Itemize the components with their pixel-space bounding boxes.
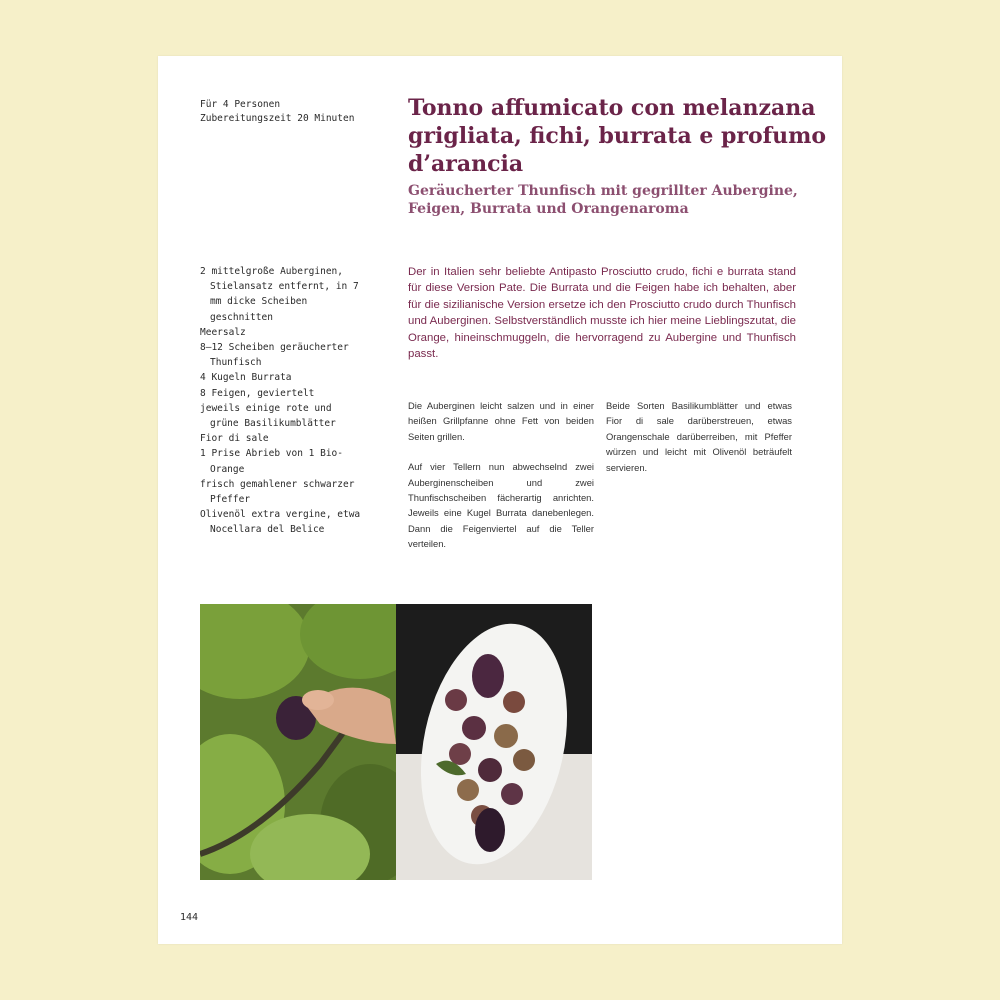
- recipe-subtitle: Geräucherter Thunfisch mit gegrillter Aubergine, Feigen, Burrata und Orangenaroma: [408, 183, 798, 217]
- method-step: Auf vier Tellern nun abwechselnd zwei Auberginenscheiben und zwei Thunfischscheiben fächerartig anrichten. Jeweils eine Kugel Burrata danebenlegen. Dann die Feigenviertel auf die Teller verteilen.: [408, 461, 594, 550]
- ingredient-item: jeweils einige rote und grüne Basilikumblätter: [200, 402, 336, 430]
- ingredient-item: 8 Feigen, geviertelt: [200, 387, 315, 399]
- method-column-left: [408, 398, 594, 567]
- prep-time: Zubereitungszeit 20 Minuten: [200, 113, 355, 124]
- page-number: 144: [180, 912, 199, 923]
- method-step: Die Auberginen leicht salzen und in einer heißen Grillpfanne ohne Fett von beiden Seiten grillen.: [408, 400, 594, 442]
- recipe-title: Tonno affumicato con melanzana grigliata, fichi, burrata e profumo d’arancia: [408, 95, 827, 177]
- book-page: [158, 56, 842, 944]
- fig-tree-photo: [200, 604, 396, 880]
- ingredient-item: 2 mittelgroße Auberginen, Stielansatz entfernt, in 7 mm dicke Scheiben geschnitten: [200, 266, 359, 323]
- ingredient-item: 4 Kugeln Burrata: [200, 372, 292, 384]
- ingredient-item: Olivenöl extra vergine, etwa Nocellara del Belice: [200, 509, 361, 536]
- servings: Für 4 Personen: [200, 99, 281, 110]
- ingredient-item: frisch gemahlener schwarzer Pfeffer: [200, 478, 355, 506]
- ingredient-item: 1 Prise Abrieb von 1 Bio-Orange: [200, 448, 343, 475]
- recipe-meta: [200, 98, 354, 126]
- ingredient-item: Meersalz: [200, 326, 246, 338]
- ingredient-list: [200, 264, 365, 538]
- method-step: Beide Sorten Basilikumblätter und etwas Fior di sale darüberstreuen, etwas Orangenschale darüberreiben, mit Pfeffer würzen und leicht mit Olivenöl beträufelt servieren.: [606, 400, 792, 473]
- ingredient-item: 8–12 Scheiben geräucherter Thunfisch: [200, 342, 349, 369]
- photo-strip: [200, 604, 592, 880]
- figs-on-plate-photo: [396, 604, 592, 880]
- method-column-right: [606, 398, 792, 490]
- ingredient-item: Fior di sale: [200, 433, 269, 445]
- intro-paragraph: Der in Italien sehr beliebte Antipasto Prosciutto crudo, fichi e burrata stand für diese Version Pate. Die Burrata und die Feigen habe ich behalten, aber für die sizilianische Version ersetze ich den Prosciutto crudo durch Thunfisch und Auberginen. Selbstverständlich musste ich hier meine Lieblingszutat, die Orange, hineinschmuggeln, die hervorragend zu Aubergine und Thunfisch passt.: [408, 266, 796, 361]
